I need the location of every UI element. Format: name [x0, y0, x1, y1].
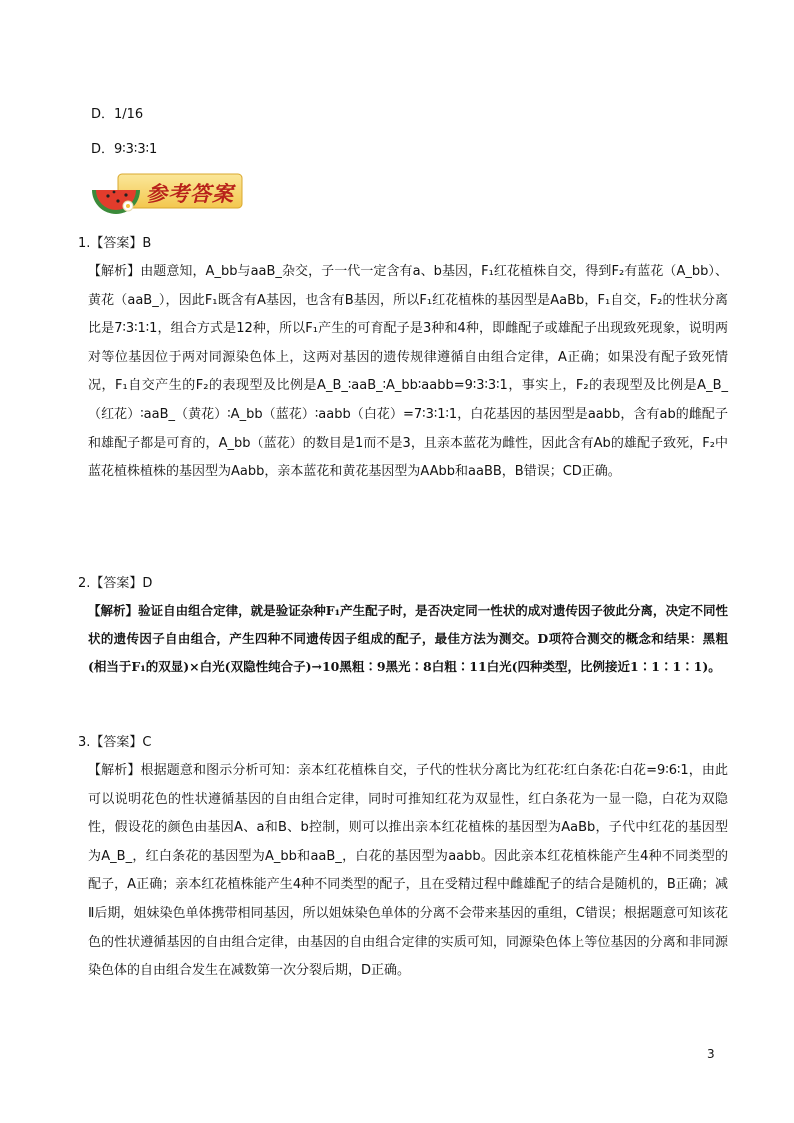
banner-text: 参考答案: [146, 181, 234, 206]
q2-analysis: 【解析】验证自由组合定律，就是验证杂种F₁产生配子时，是否决定同一性状的成对遗传因子彼此分离，决定不同性状的遗传因子自由组合，产生四种不同遗传因子组成的配子，最佳方法为测交。D项符合测交的概念和结果：黑粗(相当于F₁的双显)×白光(双隐性纯合子)→10黑粗∶9黑光∶8白粗∶11白光(四种类型，比例接近1∶1∶1∶1)。: [88, 603, 728, 674]
page-number: 3: [707, 1047, 715, 1061]
answer-banner: [88, 168, 246, 214]
q2-answer: 2.【答案】D: [78, 576, 153, 591]
option-d-1: D．1/16: [91, 107, 144, 122]
q3-analysis: 【解析】根据题意和图示分析可知：亲本红花植株自交，子代的性状分离比为红花∶红白条花∶白花=9∶6∶1，由此可以说明花色的性状遵循基因的自由组合定律，同时可推知红花为双显性，红白条花为一显一隐，白花为双隐性，假设花的颜色由基因A、a和B、b控制，则可以推出亲本红花植株的基因型为AaBb，子代中红花的基因型为A_B_，红白条花的基因型为A_bb和aaB_，白花的基因型为aabb。因此亲本红花植株能产生4种不同类型的配子，A正确；亲本红花植株能产生4种不同类型的配子，且在受精过程中雌雄配子的结合是随机的，B正确；减Ⅱ后期，姐妹染色单体携带相同基因，所以姐妹染色单体的分离不会带来基因的重组，C错误；根据题意可知该花色的性状遵循基因的自由组合定律，由基因的自由组合定律的实质可知，同源染色体上等位基因的分离和非同源染色体的自由组合发生在减数第一次分裂后期，D正确。: [88, 763, 728, 979]
q1-answer: 1.【答案】B: [78, 236, 152, 251]
q3-answer: 3.【答案】C: [78, 735, 152, 750]
q1-analysis: 【解析】由题意知，A_bb与aaB_杂交，子一代一定含有a、b基因，F₁红花植株自交，得到F₂有蓝花（A_bb）、黄花（aaB_），因此F₁既含有A基因，也含有B基因，所以F₁红花植株的基因型是AaBb，F₁自交，F₂的性状分离比是7∶3∶1∶1，组合方式是12种，所以F₁产生的可育配子是3种和4种，即雌配子或雄配子出现致死现象，说明两对等位基因位于两对同源染色体上，这两对基因的遗传规律遵循自由组合定律，A正确；如果没有配子致死情况，F₁自交产生的F₂的表现型及比例是A_B_∶aaB_∶A_bb∶aabb=9∶3∶3∶1，事实上，F₂的表现型及比例是A_B_（红花）∶aaB_（黄花）∶A_bb（蓝花）∶aabb（白花）=7∶3∶1∶1，白花基因的基因型是aabb，含有ab的雌配子和雄配子都是可育的，A_bb（蓝花）的数目是1而不是3，且亲本蓝花为雌性，因此含有Ab的雄配子致死，F₂中蓝花植株植株的基因型为Aabb，亲本蓝花和黄花基因型为AAbb和aaBB，B错误；CD正确。: [88, 264, 728, 480]
option-d-2: D．9∶3∶3∶1: [91, 142, 158, 157]
